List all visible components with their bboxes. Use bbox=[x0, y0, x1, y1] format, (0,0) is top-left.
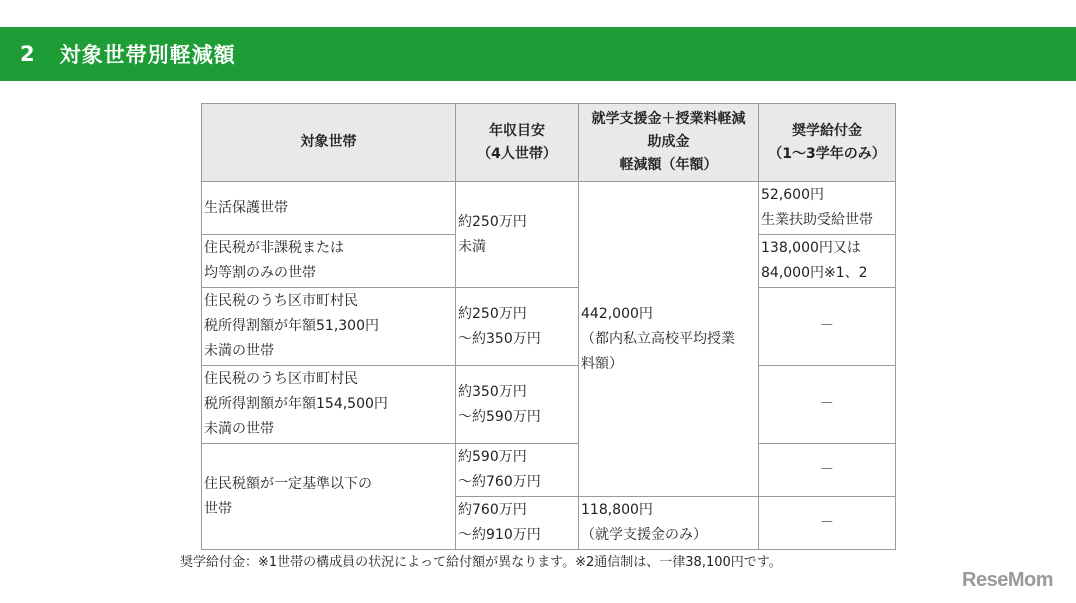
household-cell: 生活保護世帯 bbox=[202, 182, 456, 235]
header-reduction-amount: 就学支援金＋授業料軽減 助成金 軽減額（年額） bbox=[579, 104, 759, 182]
household-cell: 住民税が非課税または 均等割のみの世帯 bbox=[202, 235, 456, 288]
section-number: 2 bbox=[20, 42, 36, 66]
reduction-amount-cell: 118,800円 （就学支援金のみ） bbox=[579, 497, 759, 550]
section-header-banner bbox=[0, 27, 1076, 81]
scholarship-cell: 52,600円 生業扶助受給世帯 bbox=[759, 182, 896, 235]
table-row bbox=[202, 444, 896, 497]
table-row bbox=[202, 182, 896, 235]
header-scholarship-benefit: 奨学給付金 （1～3学年のみ） bbox=[759, 104, 896, 182]
table-row bbox=[202, 366, 896, 444]
income-cell: 約250万円 未満 bbox=[456, 182, 579, 288]
income-cell: 約760万円 ～約910万円 bbox=[456, 497, 579, 550]
scholarship-cell: － bbox=[759, 444, 896, 497]
scholarship-cell: － bbox=[759, 497, 896, 550]
household-cell: 住民税のうち区市町村民 税所得割額が年額154,500円 未満の世帯 bbox=[202, 366, 456, 444]
section-title: 対象世帯別軽減額 bbox=[59, 43, 236, 67]
footnote: 奨学給付金：※1世帯の構成員の状況によって給付額が異なります。※2通信制は、一律38,100円です。 bbox=[180, 555, 782, 570]
household-cell: 住民税のうち区市町村民 税所得割額が年額51,300円 未満の世帯 bbox=[202, 288, 456, 366]
table-header-row bbox=[202, 104, 896, 182]
income-cell: 約590万円 ～約760万円 bbox=[456, 444, 579, 497]
reduction-amount-cell: 442,000円 （都内私立高校平均授業 料額） bbox=[579, 182, 759, 497]
scholarship-cell: 138,000円又は 84,000円※1、2 bbox=[759, 235, 896, 288]
resemom-logo: ReseMom bbox=[962, 569, 1053, 591]
scholarship-cell: － bbox=[759, 288, 896, 366]
household-cell: 住民税額が一定基準以下の 世帯 bbox=[202, 444, 456, 550]
header-income-guide: 年収目安 （4人世帯） bbox=[456, 104, 579, 182]
scholarship-cell: － bbox=[759, 366, 896, 444]
header-target-household: 対象世帯 bbox=[202, 104, 456, 182]
reduction-table bbox=[201, 103, 896, 550]
income-cell: 約350万円 ～約590万円 bbox=[456, 366, 579, 444]
income-cell: 約250万円 ～約350万円 bbox=[456, 288, 579, 366]
table-row bbox=[202, 288, 896, 366]
